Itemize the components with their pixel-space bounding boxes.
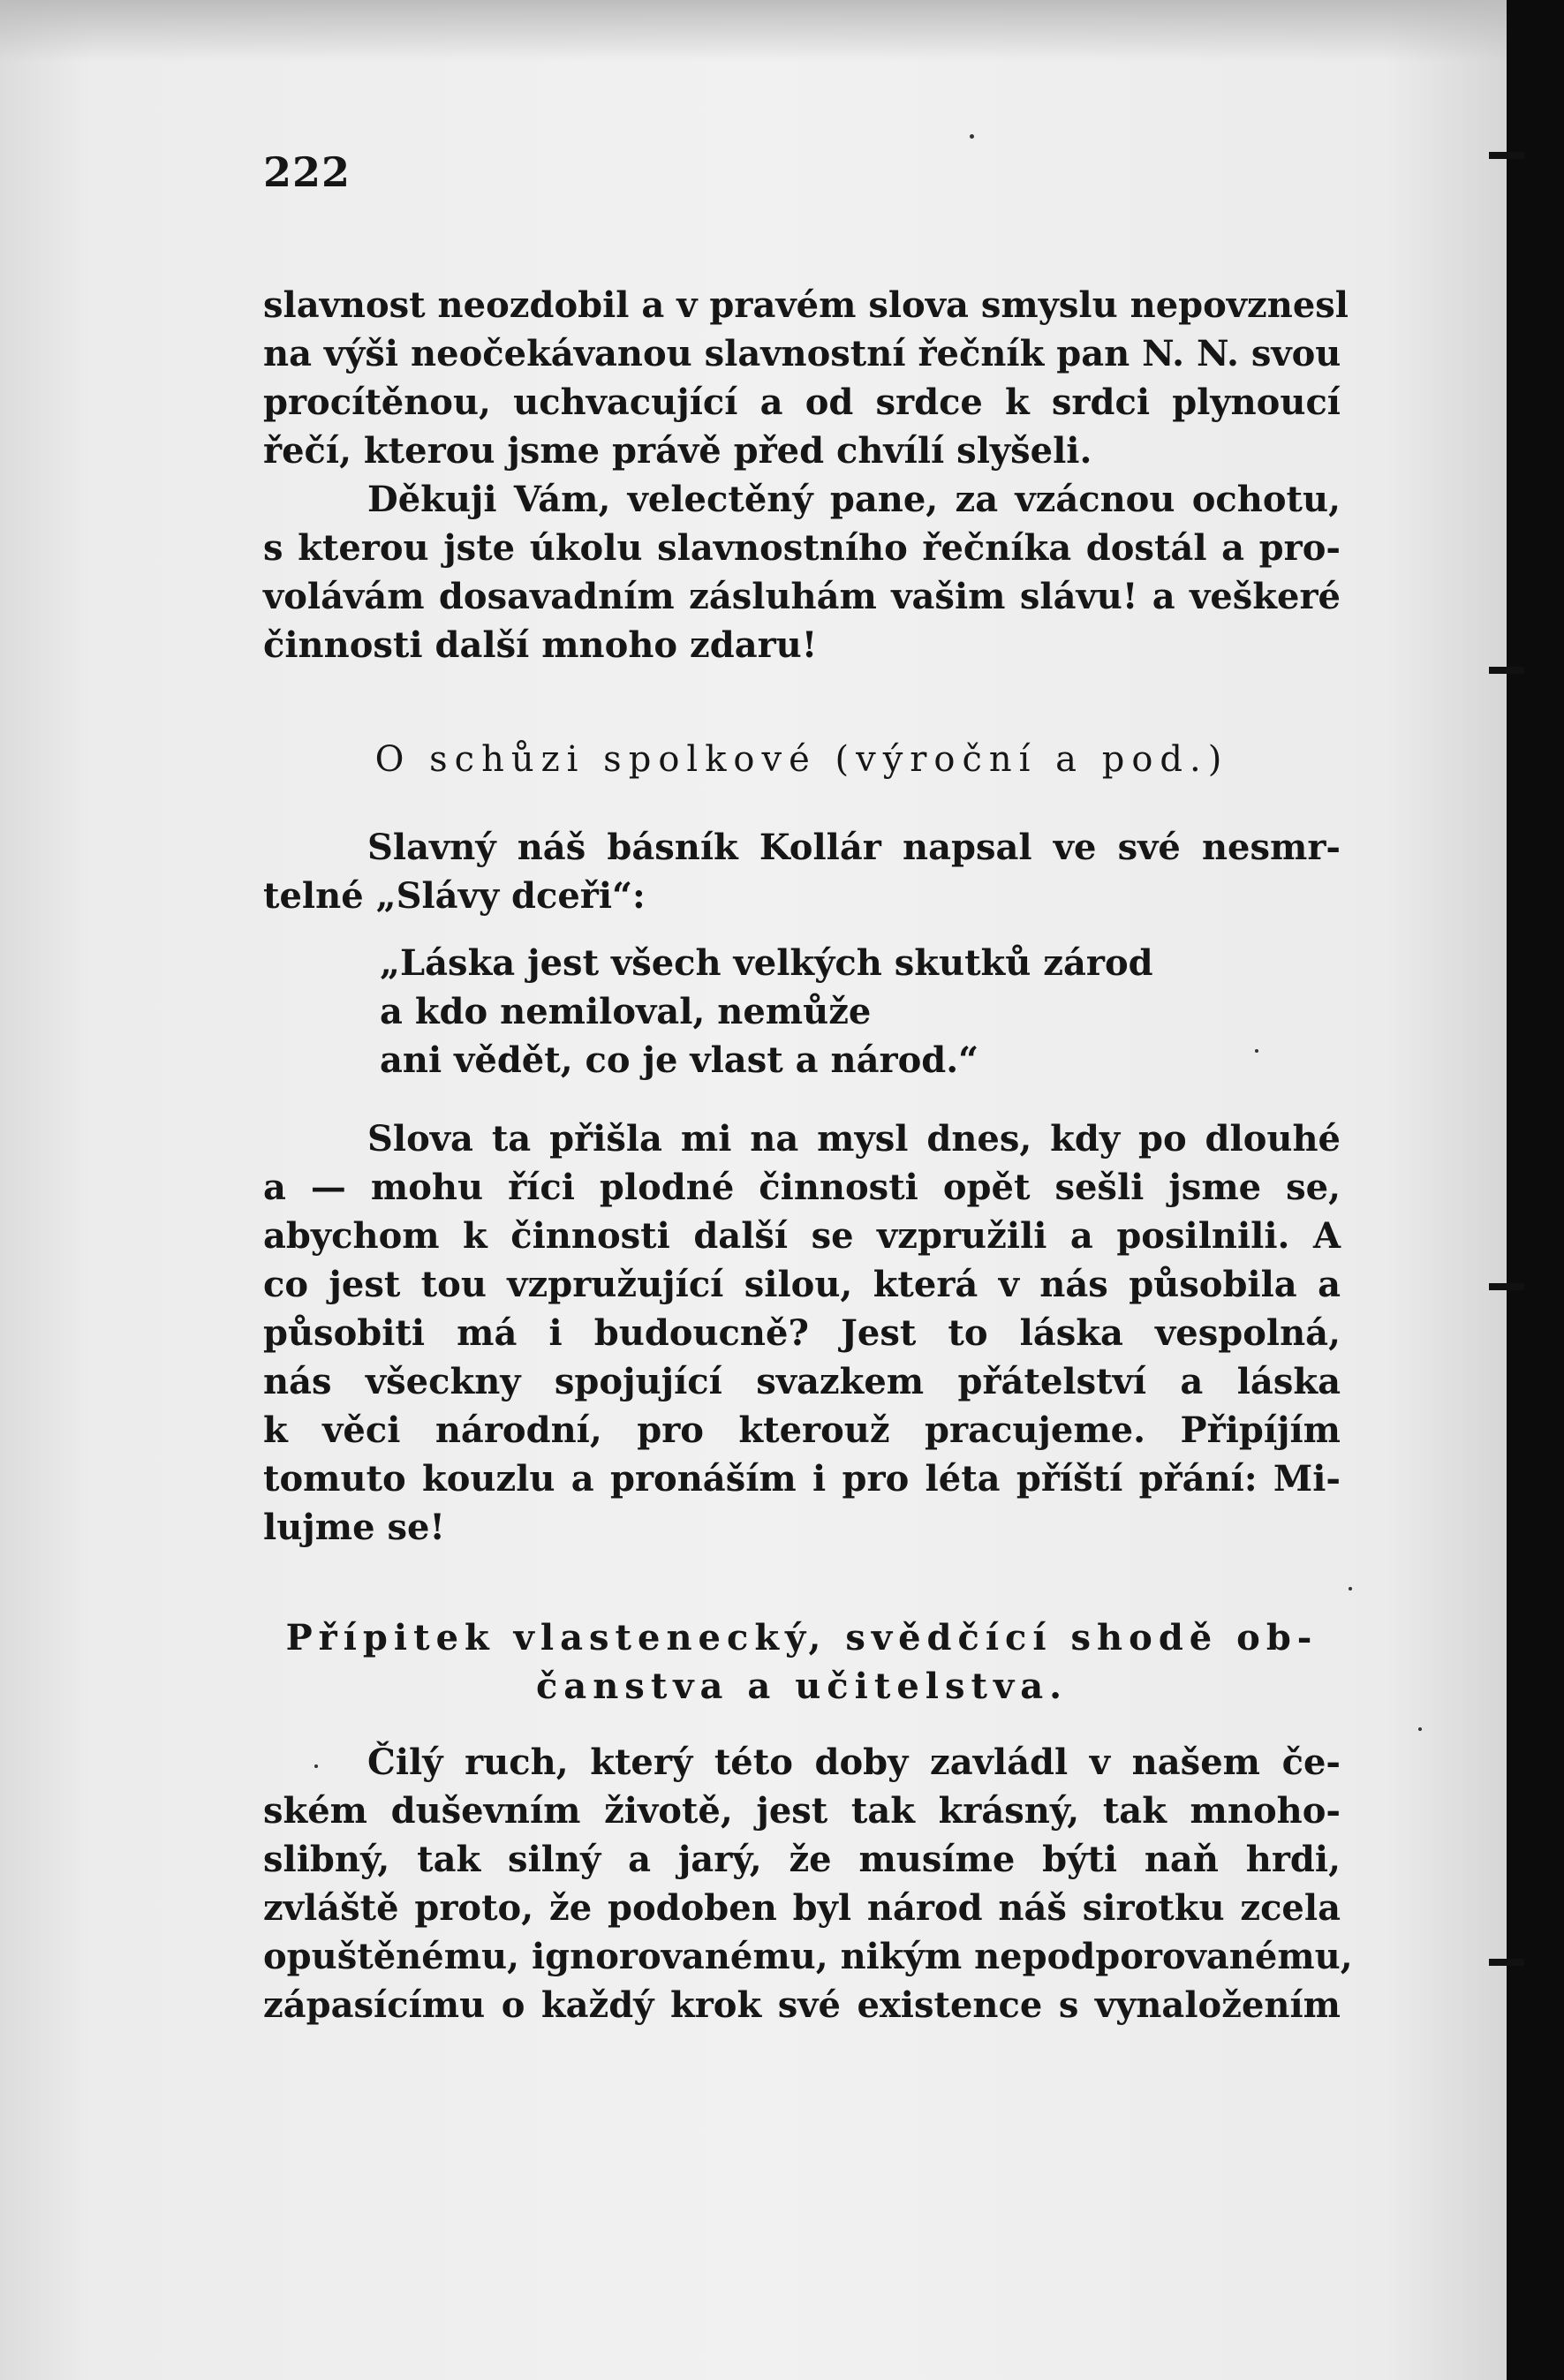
text-line: Slavný náš básník Kollár napsal ve své nesmr- xyxy=(367,827,1341,868)
text-line: s kterou jste úkolu slavnostního řečníka dostál a pro- xyxy=(263,527,1341,569)
text-line: opuštěnému, ignorovanému, nikým nepodporovanému, xyxy=(263,1936,1353,1977)
text-line: nás všeckny spojující svazkem přátelství a láska xyxy=(263,1361,1341,1402)
scan-page-edge xyxy=(1507,0,1564,2380)
verse-line: a kdo nemiloval, nemůže xyxy=(380,991,872,1032)
text-line: lujme se! xyxy=(263,1507,445,1548)
section-heading: O schůzi spolkové (výroční a pod.) xyxy=(374,739,1229,780)
text-line: a — mohu říci plodné činnosti opět sešli jsme se, xyxy=(263,1167,1341,1208)
text-line: Slova ta přišla mi na mysl dnes, kdy po dlouhé xyxy=(367,1118,1341,1160)
scan-speck xyxy=(1418,1727,1422,1731)
text-line: tomuto kouzlu a pronáším i pro léta příští přání: Mi- xyxy=(263,1458,1341,1500)
heading-line: čanstva a učitelstva. xyxy=(535,1666,1069,1707)
text-line: telné „Slávy dceři“: xyxy=(263,875,646,917)
text-line: volávám dosavadním zásluhám vašim slávu! a veškeré xyxy=(263,576,1341,617)
edge-mark xyxy=(1489,152,1524,159)
edge-mark xyxy=(1489,1283,1524,1290)
text-line: na výši neočekávanou slavnostní řečník pan N. N. svou xyxy=(263,333,1341,374)
text-line: zápasícímu o každý krok své existence s vynaložením xyxy=(263,1984,1341,2026)
scan-speck xyxy=(1255,1049,1258,1053)
page-number: 222 xyxy=(263,148,351,196)
section-heading-toast xyxy=(263,1613,1341,1711)
paragraph-toast-love xyxy=(263,1114,1341,1552)
scan-speck xyxy=(1349,1587,1352,1590)
text-line: působiti má i budoucně? Jest to láska vespolná, xyxy=(263,1312,1341,1354)
verse-line: „Láska jest všech velkých skutků zárod xyxy=(380,942,1153,984)
text-line: k věci národní, pro kterouž pracujeme. Připíjím xyxy=(263,1409,1341,1451)
edge-mark xyxy=(1489,667,1524,674)
text-line: činnosti další mnoho zdaru! xyxy=(263,624,818,666)
text-line: řečí, kterou jsme právě před chvílí slyšeli. xyxy=(263,430,1092,472)
text-line: zvláště proto, že podoben byl národ náš sirotku zcela xyxy=(263,1887,1341,1929)
text-line: procítěnou, uchvacující a od srdce k srdci plynoucí xyxy=(263,382,1341,423)
edge-mark xyxy=(1489,1959,1524,1966)
text-line: ském duševním životě, jest tak krásný, tak mnoho- xyxy=(263,1790,1341,1832)
verse-line: ani vědět, co je vlast a národ.“ xyxy=(380,1039,979,1081)
paragraph-kollar xyxy=(263,823,1341,920)
verse-quote xyxy=(380,939,1153,1084)
text-line: Čilý ruch, který této doby zavládl v našem če- xyxy=(367,1742,1341,1783)
paragraph-patriotic xyxy=(263,1738,1353,2029)
text-line: slibný, tak silný a jarý, že musíme býti naň hrdi, xyxy=(263,1839,1341,1880)
scan-speck xyxy=(314,1764,318,1768)
heading-line: Přípitek vlastenecký, svědčící shodě ob- xyxy=(285,1617,1318,1658)
scan-speck xyxy=(970,134,974,139)
text-line: co jest tou vzpružující silou, která v nás působila a xyxy=(263,1264,1341,1305)
text-line: slavnost neozdobil a v pravém slova smyslu nepovznesl xyxy=(263,284,1349,326)
paragraph-speech-end xyxy=(263,281,1349,669)
text-line: Děkuji Vám, velectěný pane, za vzácnou ochotu, xyxy=(367,479,1341,520)
text-line: abychom k činnosti další se vzpružili a posilnili. A xyxy=(263,1215,1341,1257)
